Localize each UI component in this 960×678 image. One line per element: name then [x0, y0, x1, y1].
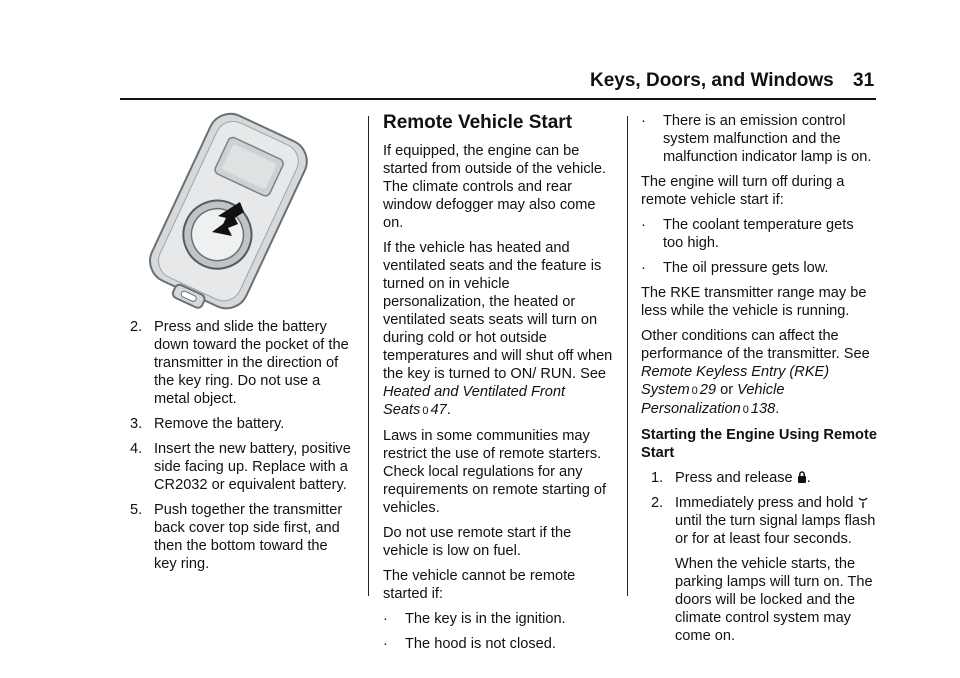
bullet-item: · There is an emission control system malfunction and the malfunction indicator lamp is on. [641, 113, 872, 165]
lock-icon [797, 471, 807, 483]
key-fob-illustration [148, 112, 308, 312]
step-1: 1. Press and release . [651, 470, 811, 486]
step-3: 3. Remove the battery. [130, 416, 285, 432]
page-ref-number[interactable]: 47 [430, 402, 447, 418]
subheading: Starting the Engine Using Remote Start [641, 427, 877, 461]
section-title: Keys, Doors, and Windows [590, 70, 834, 91]
right-column [641, 112, 877, 652]
left-column [130, 318, 352, 580]
paragraph: If the vehicle has heated and ventilated seats and the feature is turned on in vehicle personalization, the heated or ventilated seats seats will turn on during cold or hot outside temperatures and will shut off when the key is turned to ON/ RUN. See Heated and Ventilated Front Seats 0 47. [383, 240, 613, 418]
paragraph: Do not use remote start if the vehicle is low on fuel. [383, 525, 572, 559]
middle-column [383, 112, 615, 660]
paragraph: The vehicle cannot be remote started if: [383, 568, 576, 602]
bullet-item: · The key is in the ignition. [383, 611, 566, 627]
paragraph: Laws in some communities may restrict the use of remote starters. Check local regulations for any requirements on remote starting of vehicles. [383, 428, 607, 516]
step-4: 4. Insert the new battery, positive side facing up. Replace with a CR2032 or equivalent battery. [130, 441, 351, 493]
cross-reference-link[interactable]: Heated and Ventilated Front Seats [383, 384, 566, 418]
paragraph: The RKE transmitter range may be less while the vehicle is running. [641, 285, 867, 319]
cross-reference-link[interactable]: Vehicle Personalization [641, 382, 785, 417]
step-2-detail: When the vehicle starts, the parking lamps will turn on. The doors will be locked and the climate control system may come on. [675, 556, 873, 644]
header-rule [120, 98, 876, 100]
step-5: 5. Push together the transmitter back cover top side first, and then the bottom toward the key ring. [130, 502, 343, 572]
bullet-icon: · [641, 113, 646, 129]
page-ref-icon: 0 [422, 405, 429, 417]
page-ref-number[interactable]: 29 [699, 382, 717, 398]
bullet-icon: · [641, 260, 646, 276]
page-number: 31 [853, 70, 875, 91]
cross-reference-link[interactable]: Remote Keyless Entry (RKE) System [641, 364, 830, 398]
bullet-item: · The oil pressure gets low. [641, 260, 829, 276]
column-divider-right [627, 116, 628, 596]
bullet-item: · The coolant temperature gets too high. [641, 217, 854, 251]
page-ref-icon: 0 [742, 404, 749, 416]
bullet-icon: · [641, 217, 646, 233]
paragraph: If equipped, the engine can be started from outside of the vehicle. The climate controls and rear window defogger may also come on. [383, 143, 607, 231]
page-ref-icon: 0 [691, 385, 698, 397]
bullet-icon: · [383, 611, 388, 627]
bullet-item: · The hood is not closed. [383, 636, 556, 652]
bullet-icon: · [383, 636, 388, 652]
column-divider-left [368, 116, 369, 596]
section-heading: Remote Vehicle Start [383, 112, 573, 133]
page-ref-number[interactable]: 138 [750, 401, 776, 417]
paragraph: Other conditions can affect the performance of the transmitter. See Remote Keyless Entry (RKE) System 0 29 or Vehicle Personalization 0 138. [641, 328, 870, 417]
remote-start-icon [858, 496, 868, 508]
step-2: 2. Immediately press and hold until the turn signal lamps flash or for at least four seconds. [651, 495, 876, 547]
step-2: 2. Press and slide the battery down toward the pocket of the transmitter in the direction of the key ring. Do not use a metal object. [130, 319, 349, 407]
paragraph: The engine will turn off during a remote vehicle start if: [641, 174, 845, 208]
